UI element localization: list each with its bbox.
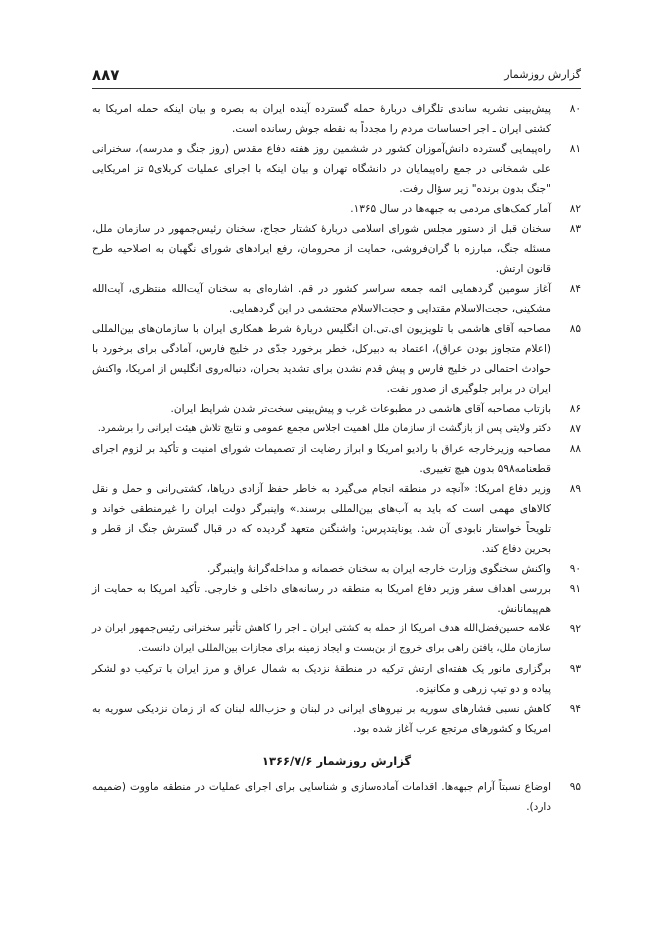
entry-text: پیش‌بینی نشریه ساندی تلگراف دربارهٔ حمله گسترده آینده ایران به بصره و بیان اینکه حمله امریکا به کشتی ایران ـ اجر احساسات مردم را مجدداً به نقطه جوش رسانده است. xyxy=(92,103,551,135)
entry-number: ۸۱ xyxy=(569,143,581,155)
report-entry xyxy=(92,199,581,219)
entry-text: مصاحبه آقای هاشمی با تلویزیون ای.تی.ان انگلیس دربارهٔ شرط همکاری ایران با سازمان‌های بین‌المللی (اعلام متجاوز بودن عراق)، اعتماد به دبیرکل، خطر برخورد جدّی در خلیج فارس، آمادگی برای برخورد با حوادث احتمالی در خلیج فارس و پیش قدم نشدن برای تشدید بحران، دنباله‌روی انگلیس از امریکا، واکنش ایران در برابر جلوگیری از صدور نفت. xyxy=(92,323,551,395)
report-entry xyxy=(92,777,581,817)
entry-text: سخنان قبل از دستور مجلس شورای اسلامی دربارهٔ کشتار حجاج، سخنان رئیس‌جمهور در سازمان ملل، مسئله جنگ، مبارزه با گران‌فروشی، حمایت از محرومان، رفع ایرادهای شورای نگهبان به اصلاحیه طرح قانون ارتش. xyxy=(92,223,551,275)
report-entry xyxy=(92,479,581,559)
entry-text: مصاحبه وزیرخارجه عراق با رادیو امریکا و ابراز رضایت از تصمیمات شورای امنیت و تأکید بر لزوم اجرای قطعنامه۵۹۸ بدون هیچ تغییری. xyxy=(92,443,551,475)
entry-text: واکنش سخنگوی وزارت خارجه ایران به سخنان خصمانه و مداخله‌گرانهٔ واینبرگر. xyxy=(206,563,551,575)
report-entry xyxy=(92,419,581,439)
entry-number: ۸۵ xyxy=(569,323,581,335)
entry-number: ۸۴ xyxy=(569,283,581,295)
entry-number: ۸۰ xyxy=(569,103,581,115)
entry-text: بررسی اهداف سفر وزیر دفاع امریکا به منطقه در رسانه‌های داخلی و خارجی. تأکید امریکا به حمایت از هم‌پیمانانش. xyxy=(92,583,551,615)
entry-text: دکتر ولایتی پس از بازگشت از سازمان ملل اهمیت اجلاس مجمع عمومی و نتایج تلاش هیئت ایرانی را برشمرد. xyxy=(97,423,551,434)
report-entry xyxy=(92,279,581,319)
report-entry xyxy=(92,659,581,699)
report-entry xyxy=(92,439,581,479)
entry-number: ۹۳ xyxy=(569,663,581,675)
header-divider xyxy=(92,88,581,89)
entry-number: ۹۱ xyxy=(569,583,581,595)
page-number: ۸۸۷ xyxy=(92,66,120,84)
entry-number: ۹۴ xyxy=(569,703,581,715)
running-header-title: گزارش روزشمار xyxy=(504,68,581,81)
running-header xyxy=(92,66,581,88)
entry-text: وزیر دفاع امریکا: «آنچه در منطقه انجام می‌گیرد به خاطر حفظ آزادی دریاها، کشتی‌رانی و حمل و نقل کالاهای مهمی است که باید به آب‌های بین‌المللی برسند.» واینبرگر دولت ایران را غیرمنطقی خواند و تلویحاً خواستار نابودی آن شد. یونایتدپرس: واشنگتن متعهد گردیده که در قبال گسترش جنگ از قطر و بحرین دفاع کند. xyxy=(92,483,551,555)
report-entry xyxy=(92,399,581,419)
entry-text: بازتاب مصاحبه آقای هاشمی در مطبوعات غرب و پیش‌بینی سخت‌تر شدن شرایط ایران. xyxy=(170,403,551,415)
report-entry xyxy=(92,559,581,579)
entry-number: ۹۰ xyxy=(569,563,581,575)
entry-number: ۹۵ xyxy=(569,781,581,793)
report-entry xyxy=(92,219,581,279)
report-body xyxy=(92,99,581,817)
entry-text: راه‌پیمایی گسترده دانش‌آموزان کشور در ششمین روز هفته دفاع مقدس (روز جنگ و مدرسه)، سخنرانی علی شمخانی در جمع راه‌پیمایان در دانشگاه تهران و بیان اینکه با اجرای عملیات کربلای۵ تز امریکایی "جنگ بدون برنده" زیر سؤال رفت. xyxy=(92,143,551,195)
report-entry xyxy=(92,619,581,659)
entry-text: اوضاع نسبتاً آرام جبهه‌ها. اقدامات آماده‌سازی و شناسایی برای اجرای عملیات در منطقه ماووت (ضمیمه دارد). xyxy=(92,781,551,813)
entry-number: ۸۸ xyxy=(569,443,581,455)
entry-text: برگزاری مانور یک هفته‌ای ارتش ترکیه در منطقهٔ نزدیک به شمال عراق و مرز ایران با ترکیب دو لشکر پیاده و دو تیپ زرهی و مکانیزه. xyxy=(92,663,551,695)
entry-number: ۸۶ xyxy=(569,403,581,415)
entry-number: ۸۲ xyxy=(569,203,581,215)
entry-text: علامه حسین‌فضل‌الله هدف امریکا از حمله به کشتی ایران ـ اجر را کاهش تأثیر سخنرانی رئیس‌جمهور ایران در سازمان ملل، یافتن راهی برای خروج از بن‌بست و ایجاد زمینه برای مجازات بین‌المللی ایران دانست. xyxy=(92,623,551,654)
entry-number: ۸۹ xyxy=(569,483,581,495)
entry-text: آغاز سومین گردهمایی ائمه جمعه سراسر کشور در قم. اشاره‌ای به سخنان آیت‌الله منتظری، آیت‌الله مشکینی، حجت‌الاسلام مقتدایی و حجت‌الاسلام محتشمی در این گردهمایی. xyxy=(92,283,551,315)
entry-number: ۸۷ xyxy=(569,423,581,435)
entry-number: ۹۲ xyxy=(569,623,581,635)
entry-text: آمار کمک‌های مردمی به جبهه‌ها در سال ۱۳۶۵. xyxy=(350,203,551,215)
section-heading: گزارش روزشمار ۱۳۶۶/۷/۶ xyxy=(261,754,412,768)
report-entry xyxy=(92,319,581,399)
entry-number: ۸۳ xyxy=(569,223,581,235)
entry-text: کاهش نسبی فشارهای سوریه بر نیروهای ایرانی در لبنان و حزب‌الله لبنان که از زمان نزدیکی سوریه به امریکا و کشورهای مرتجع عرب آغاز شده بود. xyxy=(92,703,551,735)
report-entry xyxy=(92,139,581,199)
report-entry xyxy=(92,699,581,739)
report-entry xyxy=(92,579,581,619)
report-entry xyxy=(92,99,581,139)
